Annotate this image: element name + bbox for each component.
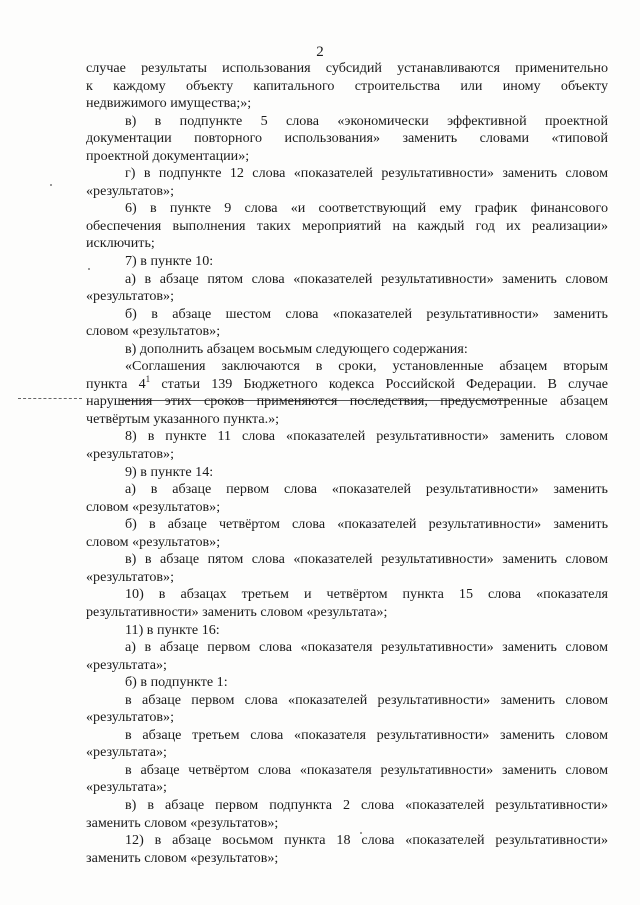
text-line: «результатов»;	[86, 568, 175, 585]
text-line: 10) в абзацах третьем и четвёртом пункта 15 слова «показателя	[125, 586, 608, 603]
text-line: в) в абзаце пятом слова «показателей результативности» заменить словом	[125, 551, 608, 568]
text-line: четвёртым указанного пункта.»;	[86, 410, 280, 427]
text-line: 7) в пункте 10:	[125, 253, 214, 270]
text-line: 12) в абзаце восьмом пункта 18 слова «показателей результативности»	[125, 832, 608, 849]
text-line: в) дополнить абзацем восьмым следующего содержания:	[125, 340, 468, 357]
text-line: «Соглашения заключаются в сроки, установленные абзацем вторым	[125, 358, 608, 375]
text-line: б) в абзаце шестом слова «показателей результативности» заменить	[125, 305, 608, 322]
text-line: 11) в пункте 16:	[125, 621, 220, 638]
text-line-with-superscript	[86, 373, 609, 394]
text-line: «результатов»;	[86, 182, 175, 199]
text-line: исключить;	[86, 235, 155, 252]
text-line: в) в абзаце первом подпункта 2 слова «показателей результативности»	[125, 796, 608, 813]
text-segment: пункта 4	[86, 375, 146, 392]
text-line: результативности» заменить словом «результата»;	[86, 603, 388, 620]
page-number: 2	[316, 44, 324, 60]
text-line: «результатов»;	[86, 446, 175, 463]
document-body	[86, 60, 608, 867]
scan-speck	[50, 184, 52, 186]
text-line: 8) в пункте 11 слова «показателей результативности» заменить словом	[125, 428, 608, 445]
text-line: заменить словом «результатов»;	[86, 814, 279, 831]
margin-dash-mark	[18, 398, 82, 399]
text-line: г) в подпункте 12 слова «показателей результативности» заменить словом	[125, 165, 608, 182]
text-line: нарушения этих сроков применяются последствия, предусмотренные абзацем	[86, 393, 608, 410]
text-line: в абзаце третьем слова «показателя результативности» заменить словом	[125, 726, 608, 743]
text-line: недвижимого имущества;»;	[86, 95, 252, 112]
text-line: 9) в пункте 14:	[125, 463, 214, 480]
text-line: словом «результатов»;	[86, 498, 221, 515]
text-line: словом «результатов»;	[86, 533, 221, 550]
text-line: заменить словом «результатов»;	[86, 849, 279, 866]
text-line: а) в абзаце пятом слова «показателей результативности» заменить словом	[125, 270, 608, 287]
text-line: 6) в пункте 9 слова «и соответствующий ему график финансового	[125, 200, 608, 217]
text-line: документации повторного использования» заменить словами «типовой	[86, 130, 608, 147]
text-line: к каждому объекту капитального строительства или иному объекту	[86, 77, 608, 94]
text-line: «результата»;	[86, 779, 167, 796]
text-line: б) в подпункте 1:	[125, 674, 228, 691]
text-line: в абзаце первом слова «показателей результативности» заменить словом	[125, 691, 608, 708]
text-line: б) в абзаце четвёртом слова «показателей результативности» заменить	[125, 516, 608, 533]
text-line: в абзаце четвёртом слова «показателя результативности» заменить словом	[125, 761, 608, 778]
text-line: а) в абзаце первом слова «показателей результативности» заменить	[125, 481, 608, 498]
text-segment: статьи 139 Бюджетного кодекса Российской Федерации. В случае	[150, 375, 609, 392]
text-line: «результатов»;	[86, 709, 175, 726]
text-line: обеспечения выполнения таких мероприятий на каждый год их реализации»	[86, 217, 608, 234]
text-line: случае результаты использования субсидий устанавливаются применительно	[86, 60, 608, 76]
text-line: «результата»;	[86, 744, 167, 761]
text-line: проектной документации»;	[86, 147, 250, 164]
text-line: «результата»;	[86, 656, 167, 673]
text-line: в) в подпункте 5 слова «экономически эффективной проектной	[125, 112, 608, 129]
text-line: а) в абзаце первом слова «показателя результативности» заменить словом	[125, 639, 608, 656]
text-line: словом «результатов»;	[86, 323, 221, 340]
superscript: 1	[145, 373, 151, 384]
text-line: «результатов»;	[86, 288, 175, 305]
